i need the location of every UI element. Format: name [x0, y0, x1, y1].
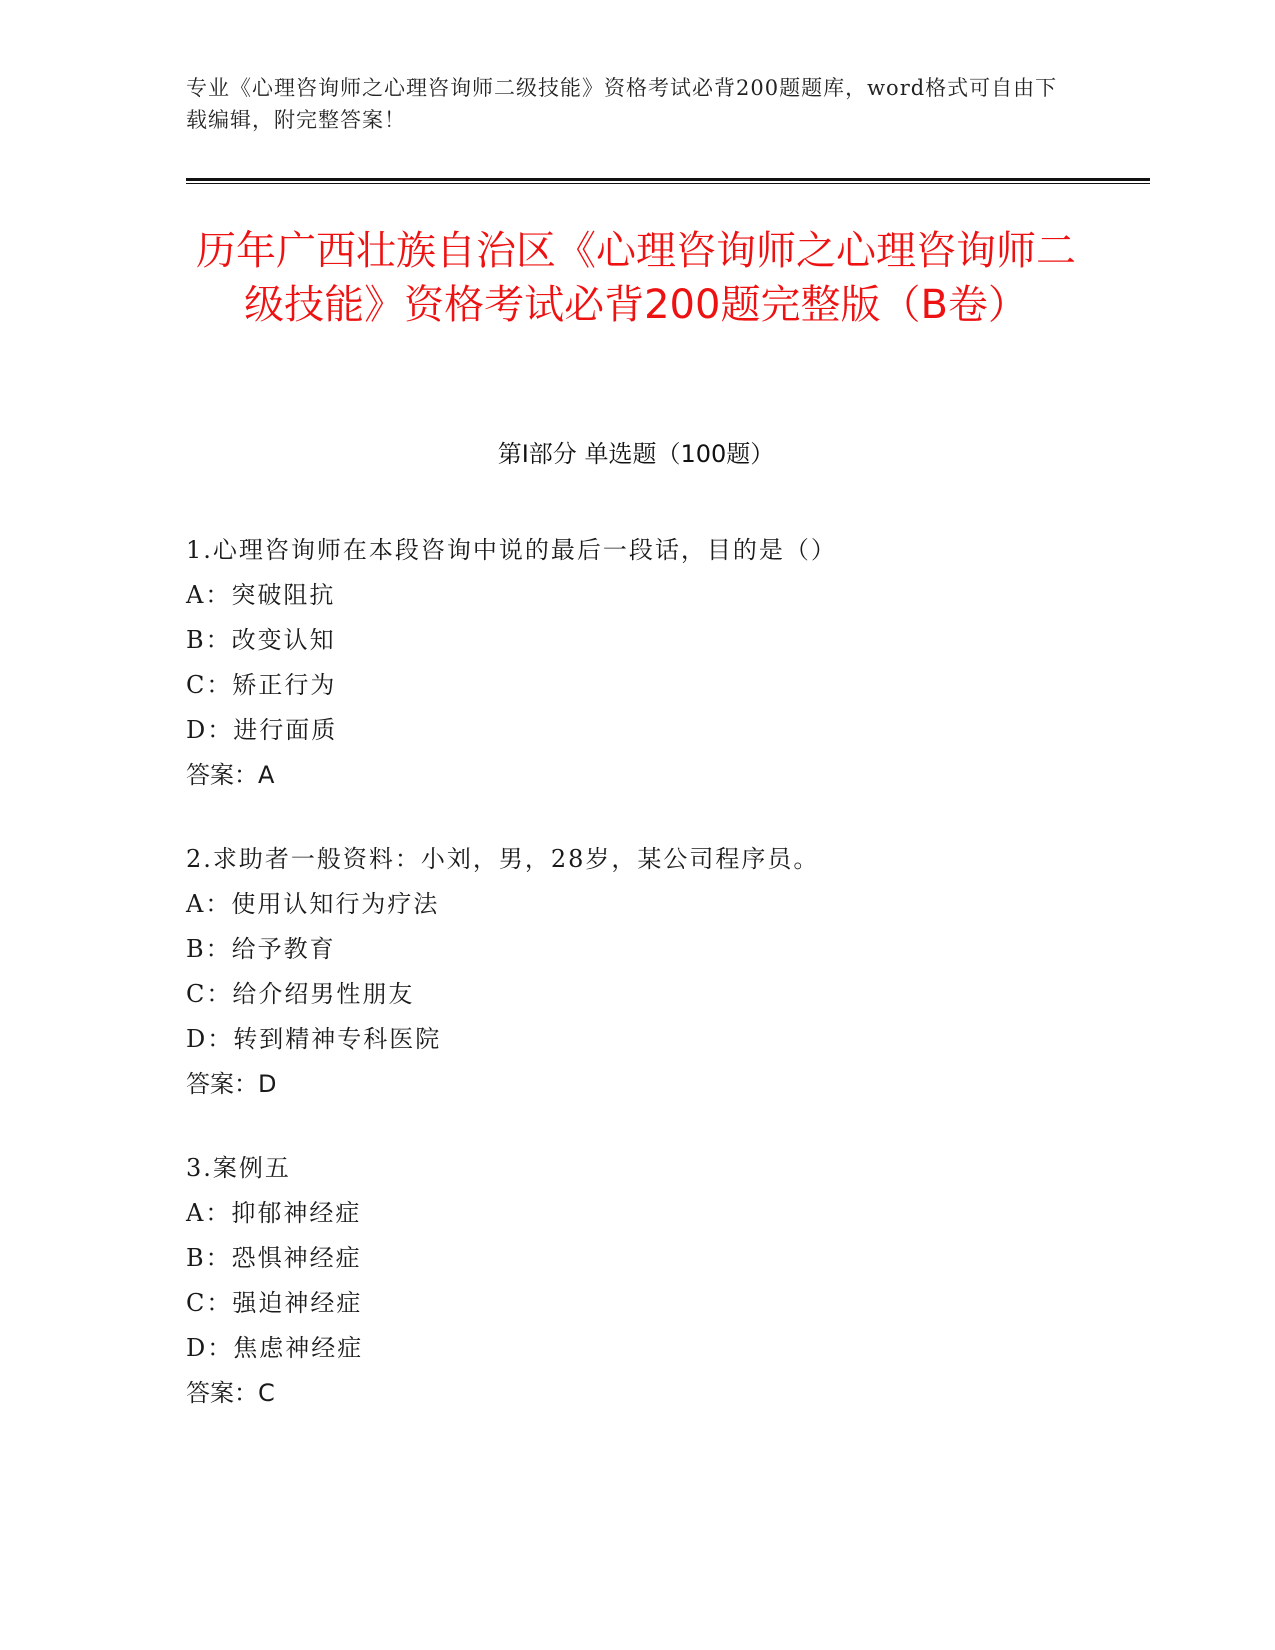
question-stem: 3.案例五	[186, 1154, 291, 1182]
option-d: D：焦虑神经症	[186, 1334, 364, 1362]
option-b: B：改变认知	[186, 626, 336, 654]
option-c: C：给介绍男性朋友	[186, 980, 415, 1008]
option-d: D：转到精神专科医院	[186, 1025, 442, 1053]
question-stem: 1.心理咨询师在本段咨询中说的最后一段话，目的是（）	[186, 536, 837, 564]
option-a: A：使用认知行为疗法	[186, 890, 440, 918]
option-d: D：进行面质	[186, 716, 338, 744]
section-heading: 第Ⅰ部分 单选题（100题）	[497, 440, 775, 468]
option-c: C：矫正行为	[186, 671, 337, 699]
answer: 答案：C	[186, 1379, 275, 1407]
question-item	[186, 837, 1146, 1107]
option-a: A：突破阻抗	[186, 581, 336, 609]
document-title: 历年广西壮族自治区《心理咨询师之心理咨询师二级技能》资格考试必背200题完整版（B卷）	[196, 228, 1076, 328]
header-rule-thick	[186, 178, 1150, 181]
option-c: C：强迫神经症	[186, 1289, 363, 1317]
question-item	[186, 528, 1146, 798]
option-a: A：抑郁神经症	[186, 1199, 362, 1227]
question-stem: 2.求助者一般资料：小刘，男，28岁，某公司程序员。	[186, 845, 820, 873]
header-rule-thin	[186, 183, 1150, 184]
question-list	[186, 528, 1146, 1455]
header-note: 专业《心理咨询师之心理咨询师二级技能》资格考试必背200题题库，word格式可自由下载编辑，附完整答案！	[186, 76, 1058, 132]
question-item	[186, 1146, 1146, 1416]
option-b: B：给予教育	[186, 935, 336, 963]
answer: 答案：D	[186, 1070, 277, 1098]
answer: 答案：A	[186, 761, 275, 789]
option-b: B：恐惧神经症	[186, 1244, 362, 1272]
